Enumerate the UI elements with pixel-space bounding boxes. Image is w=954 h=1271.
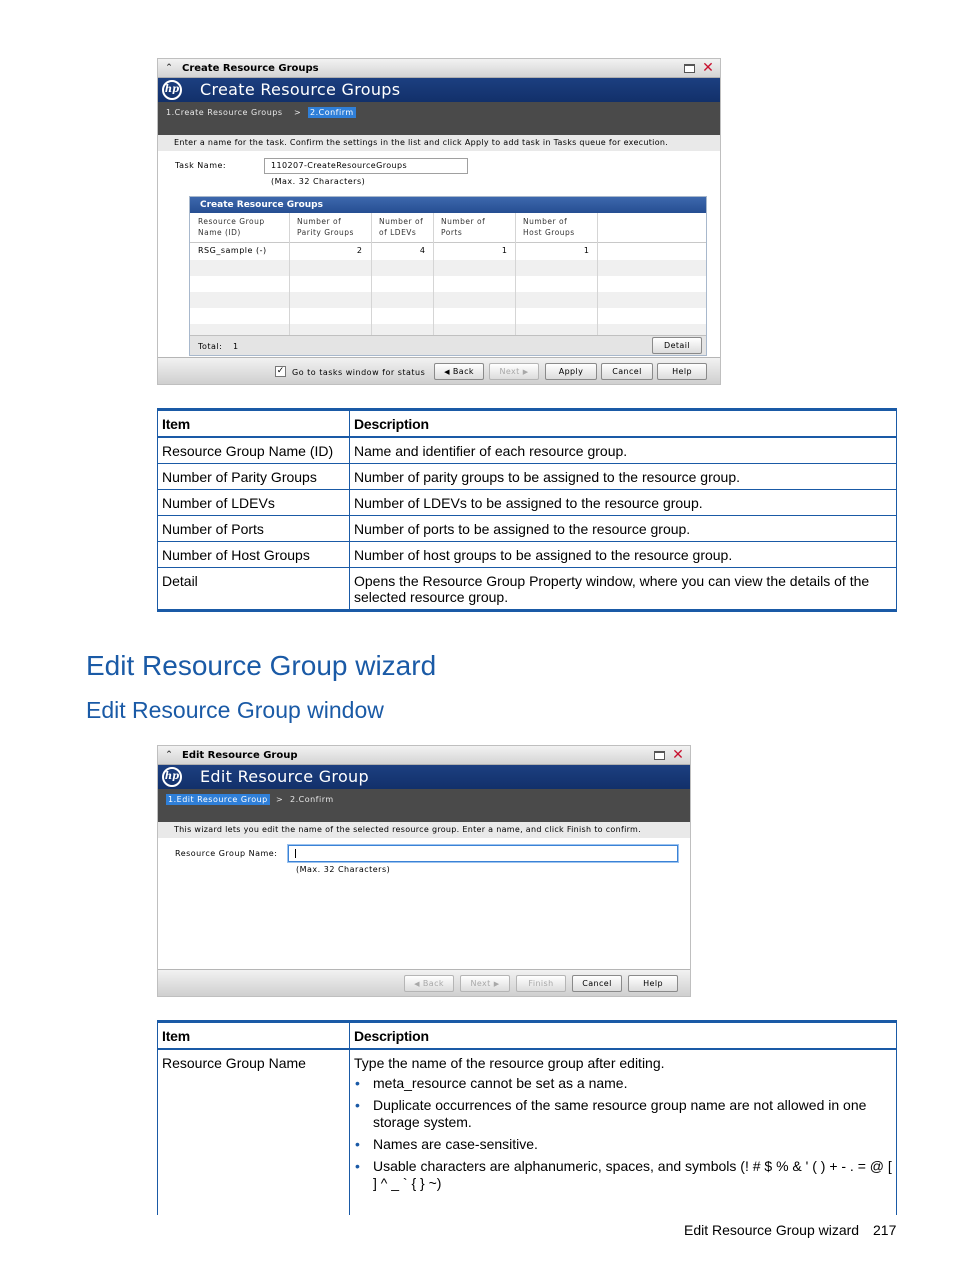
column-divider — [371, 213, 372, 335]
column-header-line: Name (ID) — [198, 228, 241, 237]
item-cell: Number of LDEVs — [158, 490, 350, 516]
finish-button[interactable]: Finish — [516, 975, 566, 992]
dialog-title: Create Resource Groups — [182, 63, 319, 74]
hp-logo-icon: hp — [162, 767, 182, 787]
hp-logo-icon: hp — [162, 80, 182, 100]
column-header[interactable] — [289, 213, 371, 238]
wizard-steps — [158, 102, 720, 135]
description-cell: Number of parity groups to be assigned to the resource group. — [350, 464, 897, 490]
table-row-stripe — [190, 260, 706, 276]
description-cell: Number of ports to be assigned to the resource group. — [350, 516, 897, 542]
collapse-icon[interactable]: ⌃ — [165, 750, 173, 760]
dialog-banner — [158, 765, 690, 789]
table-row — [158, 464, 897, 490]
description-cell — [350, 1049, 897, 1215]
instruction-text: This wizard lets you edit the name of the selected resource group. Enter a name, and click Finish to confirm. — [158, 822, 690, 838]
table-header-row — [158, 1022, 897, 1050]
description-cell: Name and identifier of each resource group. — [350, 437, 897, 464]
table-row — [158, 568, 897, 611]
edit-resource-group-dialog — [157, 745, 691, 997]
dialog-title: Edit Resource Group — [182, 750, 298, 761]
table-header-row — [158, 410, 897, 438]
wizard-steps — [158, 789, 690, 822]
table-row-stripe — [190, 292, 706, 308]
column-header-line: Number of — [297, 217, 342, 226]
item-column-header: Item — [158, 1022, 350, 1050]
column-header-line: Parity Groups — [297, 228, 354, 237]
step-separator: > — [276, 795, 284, 804]
maximize-icon[interactable] — [654, 751, 665, 760]
total-value: 1 — [233, 342, 239, 351]
collapse-icon[interactable]: ⌃ — [165, 63, 173, 73]
item-cell: Number of Parity Groups — [158, 464, 350, 490]
list-item: • Duplicate occurrences of the same resource group name are not allowed in one storage system. — [373, 1097, 892, 1131]
table-row — [158, 490, 897, 516]
table-cell-ports: 1 — [501, 246, 507, 255]
close-icon[interactable]: ✕ — [672, 747, 684, 763]
column-divider — [433, 213, 434, 335]
banner-title: Edit Resource Group — [200, 767, 369, 786]
dialog-footer — [158, 357, 720, 384]
table-title: Create Resource Groups — [190, 197, 706, 213]
description-cell: Number of LDEVs to be assigned to the resource group. — [350, 490, 897, 516]
go-to-tasks-label: Go to tasks window for status — [292, 368, 426, 377]
task-name-label: Task Name: — [175, 161, 227, 170]
next-button[interactable]: Next ▶ — [489, 363, 539, 380]
item-cell: Resource Group Name — [158, 1049, 350, 1215]
maximize-icon[interactable] — [684, 64, 695, 73]
list-item: • meta_resource cannot be set as a name. — [373, 1075, 892, 1092]
item-cell: Resource Group Name (ID) — [158, 437, 350, 464]
instruction-text: Enter a name for the task. Confirm the settings in the list and click Apply to add task in Tasks queue for execution. — [158, 135, 720, 151]
description-intro: Type the name of the resource group after editing. — [354, 1055, 665, 1071]
item-description-table — [157, 408, 897, 612]
task-name-max-hint: (Max. 32 Characters) — [271, 177, 366, 186]
description-column-header: Description — [350, 1022, 897, 1050]
create-resource-groups-dialog — [157, 58, 721, 385]
description-cell: Number of host groups to be assigned to the resource group. — [350, 542, 897, 568]
table-row — [158, 1049, 897, 1215]
column-divider — [597, 213, 598, 335]
column-header-line: Resource Group — [198, 217, 265, 226]
subsection-heading: Edit Resource Group window — [86, 697, 384, 723]
table-row — [158, 542, 897, 568]
dialog-banner — [158, 78, 720, 102]
step-confirm[interactable]: 2.Confirm — [310, 108, 354, 117]
table-footer — [190, 335, 706, 355]
step-edit[interactable]: 1.Edit Resource Group — [168, 795, 268, 804]
description-cell: Opens the Resource Group Property window, where you can view the details of the selected resource group. — [350, 568, 897, 611]
page-number: 217 — [873, 1222, 897, 1238]
cancel-button[interactable]: Cancel — [572, 975, 622, 992]
column-header-line: Number of — [379, 217, 424, 226]
banner-title: Create Resource Groups — [200, 80, 401, 99]
next-button[interactable]: Next ▶ — [460, 975, 510, 992]
apply-button[interactable]: Apply — [545, 363, 597, 380]
name-max-hint: (Max. 32 Characters) — [296, 865, 391, 874]
rules-list — [354, 1075, 892, 1192]
step-separator: > — [294, 108, 302, 117]
detail-button[interactable]: Detail — [652, 337, 702, 354]
table-row — [158, 516, 897, 542]
item-cell: Number of Ports — [158, 516, 350, 542]
help-button[interactable]: Help — [657, 363, 707, 380]
table-row — [158, 437, 897, 464]
table-cell-host-groups: 1 — [583, 246, 589, 255]
go-to-tasks-checkbox[interactable]: ✓ — [276, 366, 285, 376]
table-cell-parity: 2 — [356, 246, 362, 255]
column-header-line: Number of — [441, 217, 486, 226]
item-cell: Number of Host Groups — [158, 542, 350, 568]
column-header-line: Number of — [523, 217, 568, 226]
task-name-input[interactable]: 110207-CreateResourceGroups — [264, 158, 468, 174]
column-header[interactable] — [515, 213, 597, 238]
column-divider — [515, 213, 516, 335]
resource-group-name-input[interactable] — [288, 845, 678, 862]
header-divider — [190, 242, 706, 243]
cancel-button[interactable]: Cancel — [601, 363, 653, 380]
table-cell-name[interactable]: RSG_sample (-) — [198, 246, 267, 255]
item-description-table-2 — [157, 1020, 897, 1215]
description-column-header: Description — [350, 410, 897, 438]
list-item: • Usable characters are alphanumeric, spaces, and symbols (! # $ % & ' ( ) + - . = @ [ ] ^ _ ` { } ~) — [373, 1158, 892, 1192]
column-header-line: Ports — [441, 228, 463, 237]
item-column-header: Item — [158, 410, 350, 438]
table-cell-ldevs: 4 — [419, 246, 425, 255]
column-header-line: Host Groups — [523, 228, 575, 237]
resource-group-name-label: Resource Group Name: — [175, 849, 278, 858]
dialog-titlebar — [158, 59, 720, 78]
step-confirm[interactable]: 2.Confirm — [290, 795, 334, 804]
page-footer-section: Edit Resource Group wizard — [684, 1222, 860, 1238]
section-heading: Edit Resource Group wizard — [86, 650, 437, 681]
column-header[interactable] — [433, 213, 515, 238]
back-button[interactable]: ◀ Back — [404, 975, 454, 992]
close-icon[interactable]: ✕ — [702, 60, 714, 76]
back-button[interactable]: ◀ Back — [434, 363, 484, 380]
step-create[interactable]: 1.Create Resource Groups — [166, 108, 283, 117]
column-header-line: of LDEVs — [379, 228, 417, 237]
total-label: Total: — [198, 342, 223, 351]
list-item: • Names are case-sensitive. — [373, 1136, 892, 1153]
resource-groups-table — [189, 196, 707, 356]
text-caret-icon — [295, 849, 296, 858]
dialog-titlebar — [158, 746, 690, 765]
column-header[interactable] — [371, 213, 433, 238]
column-header[interactable] — [190, 213, 290, 238]
help-button[interactable]: Help — [628, 975, 678, 992]
column-divider — [289, 213, 290, 335]
dialog-footer — [158, 969, 690, 996]
item-cell: Detail — [158, 568, 350, 611]
